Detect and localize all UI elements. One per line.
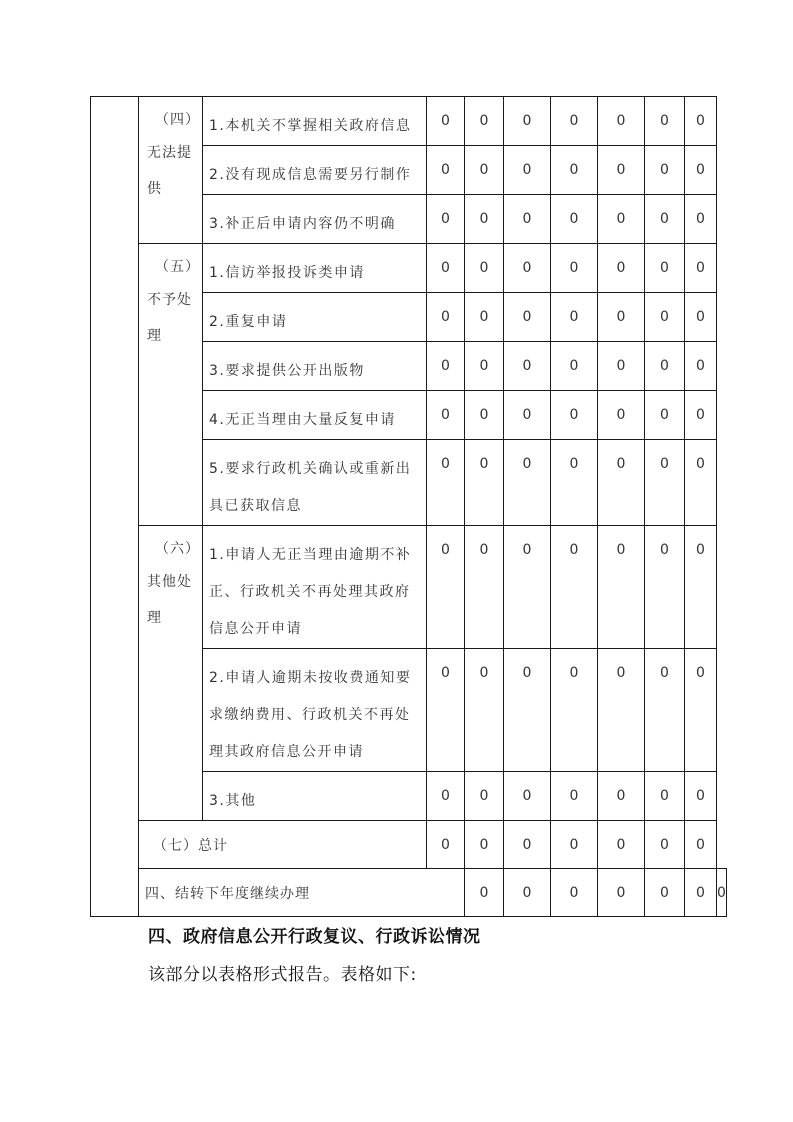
value-cell: 0 (551, 97, 598, 146)
value-cell: 0 (685, 97, 717, 146)
value-cell: 0 (645, 772, 685, 821)
value-cell: 0 (427, 342, 465, 391)
value-cell: 0 (465, 869, 504, 917)
value-cell: 0 (427, 391, 465, 440)
item-label: 1.信访举报投诉类申请 (203, 244, 427, 293)
category-number: （四） (155, 112, 200, 128)
value-cell: 0 (645, 526, 685, 649)
value-cell: 0 (551, 869, 598, 917)
value-cell: 0 (504, 342, 551, 391)
value-cell: 0 (427, 649, 465, 772)
value-cell: 0 (598, 293, 645, 342)
value-cell: 0 (645, 97, 685, 146)
value-cell: 0 (598, 391, 645, 440)
value-cell: 0 (685, 821, 717, 869)
value-cell: 0 (645, 195, 685, 244)
item-label: 4.无正当理由大量反复申请 (203, 391, 427, 440)
value-cell: 0 (645, 391, 685, 440)
section-intro-text: 该部分以表格形式报告。表格如下: (148, 965, 417, 985)
value-cell: 0 (504, 772, 551, 821)
category-label: 不予处理 (147, 292, 192, 344)
value-cell: 0 (427, 293, 465, 342)
value-cell: 0 (551, 293, 598, 342)
value-cell: 0 (504, 244, 551, 293)
value-cell: 0 (685, 869, 717, 917)
category-cell (139, 97, 203, 244)
value-cell: 0 (427, 772, 465, 821)
item-label: 1.本机关不掌握相关政府信息 (203, 97, 427, 146)
value-cell: 0 (427, 526, 465, 649)
table-row (91, 97, 727, 146)
total-label: （七）总计 (139, 821, 427, 869)
value-cell: 0 (551, 649, 598, 772)
value-cell: 0 (465, 526, 504, 649)
value-cell: 0 (685, 342, 717, 391)
value-cell: 0 (504, 649, 551, 772)
table-row (91, 526, 727, 649)
value-cell: 0 (598, 244, 645, 293)
value-cell: 0 (465, 244, 504, 293)
category-cell (139, 244, 203, 526)
value-cell: 0 (427, 821, 465, 869)
value-cell: 0 (465, 342, 504, 391)
value-cell: 0 (427, 440, 465, 526)
value-cell: 0 (598, 342, 645, 391)
value-cell: 0 (645, 869, 685, 917)
value-cell: 0 (465, 195, 504, 244)
value-cell: 0 (427, 195, 465, 244)
value-cell: 0 (645, 649, 685, 772)
item-label: 5.要求行政机关确认或重新出具已获取信息 (203, 440, 427, 526)
value-cell: 0 (598, 821, 645, 869)
value-cell: 0 (685, 772, 717, 821)
category-label: 其他处理 (147, 574, 192, 626)
value-cell: 0 (504, 146, 551, 195)
blank-left-column (91, 97, 139, 917)
table-row (91, 821, 727, 869)
value-cell: 0 (551, 146, 598, 195)
value-cell: 0 (465, 97, 504, 146)
item-label: 2.没有现成信息需要另行制作 (203, 146, 427, 195)
item-label: 2.申请人逾期未按收费通知要求缴纳费用、行政机关不再处理其政府信息公开申请 (203, 649, 427, 772)
section-heading: 四、政府信息公开行政复议、行政诉讼情况 (148, 927, 481, 947)
value-cell: 0 (465, 772, 504, 821)
value-cell: 0 (551, 342, 598, 391)
value-cell: 0 (645, 342, 685, 391)
value-cell: 0 (427, 146, 465, 195)
value-cell: 0 (465, 146, 504, 195)
value-cell: 0 (504, 195, 551, 244)
value-cell: 0 (598, 772, 645, 821)
value-cell: 0 (645, 821, 685, 869)
value-cell: 0 (551, 440, 598, 526)
value-cell: 0 (504, 440, 551, 526)
item-label: 3.其他 (203, 772, 427, 821)
value-cell: 0 (645, 440, 685, 526)
value-cell: 0 (685, 293, 717, 342)
value-cell: 0 (504, 869, 551, 917)
value-cell: 0 (504, 526, 551, 649)
value-cell: 0 (685, 440, 717, 526)
category-number: （五） (155, 259, 200, 275)
value-cell: 0 (504, 391, 551, 440)
value-cell: 0 (645, 146, 685, 195)
item-label: 3.要求提供公开出版物 (203, 342, 427, 391)
statistics-table (90, 96, 727, 917)
carry-over-label: 四、结转下年度继续办理 (139, 869, 465, 917)
category-number: （六） (155, 541, 200, 557)
value-cell: 0 (598, 526, 645, 649)
item-label: 1.申请人无正当理由逾期不补正、行政机关不再处理其政府信息公开申请 (203, 526, 427, 649)
value-cell: 0 (717, 869, 727, 917)
value-cell: 0 (645, 244, 685, 293)
value-cell: 0 (645, 293, 685, 342)
table-row (91, 869, 727, 917)
value-cell: 0 (598, 649, 645, 772)
value-cell: 0 (427, 97, 465, 146)
value-cell: 0 (551, 244, 598, 293)
category-label: 无法提供 (147, 145, 192, 197)
value-cell: 0 (551, 195, 598, 244)
value-cell: 0 (551, 772, 598, 821)
value-cell: 0 (504, 97, 551, 146)
value-cell: 0 (504, 821, 551, 869)
value-cell: 0 (685, 244, 717, 293)
value-cell: 0 (598, 97, 645, 146)
value-cell: 0 (465, 391, 504, 440)
value-cell: 0 (551, 821, 598, 869)
value-cell: 0 (685, 649, 717, 772)
value-cell: 0 (551, 391, 598, 440)
value-cell: 0 (551, 526, 598, 649)
value-cell: 0 (685, 195, 717, 244)
category-cell (139, 526, 203, 821)
value-cell: 0 (685, 391, 717, 440)
value-cell: 0 (427, 244, 465, 293)
item-label: 2.重复申请 (203, 293, 427, 342)
value-cell: 0 (465, 440, 504, 526)
item-label: 3.补正后申请内容仍不明确 (203, 195, 427, 244)
value-cell: 0 (598, 146, 645, 195)
value-cell: 0 (598, 440, 645, 526)
value-cell: 0 (465, 649, 504, 772)
table-row (91, 244, 727, 293)
value-cell: 0 (598, 869, 645, 917)
value-cell: 0 (685, 526, 717, 649)
value-cell: 0 (465, 821, 504, 869)
value-cell: 0 (685, 146, 717, 195)
value-cell: 0 (504, 293, 551, 342)
value-cell: 0 (598, 195, 645, 244)
value-cell: 0 (465, 293, 504, 342)
